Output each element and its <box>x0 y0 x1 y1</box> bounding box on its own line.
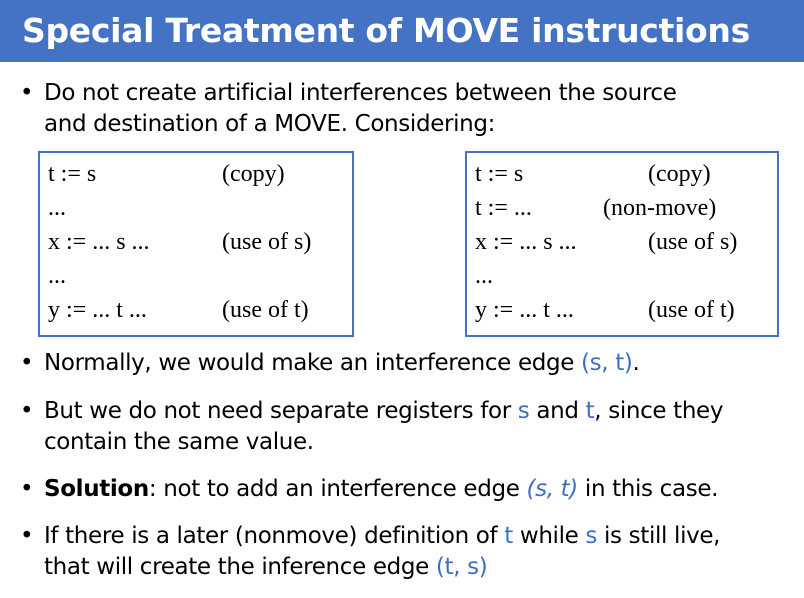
bullet-2-text: Normally, we would make an interference edge <box>44 350 582 376</box>
bullet-2 <box>20 348 800 379</box>
bullet-2-line-1 <box>44 348 800 379</box>
bullet-dot: • <box>20 523 34 549</box>
bullet-dot: • <box>20 350 34 376</box>
bullet-1 <box>20 78 800 140</box>
code-note: (use of s) <box>222 229 312 255</box>
bullet-5 <box>20 521 800 583</box>
code-note: (use of t) <box>648 297 735 323</box>
bullet-5-text-b: while <box>512 523 586 549</box>
code-note: (use of t) <box>222 297 309 323</box>
code-line: x := ... s ... <box>48 229 150 255</box>
bullet-5-text-a: If there is a later (nonmove) definition of <box>44 523 505 549</box>
code-note: (use of s) <box>648 229 738 255</box>
var-s: s <box>517 398 530 424</box>
bullet-dot: • <box>20 398 34 424</box>
code-note: (copy) <box>648 161 711 187</box>
edge-label: (s, t) <box>581 350 633 376</box>
code-line: ... <box>48 263 66 289</box>
var-t: t <box>504 523 513 549</box>
bullet-3-line-2: contain the same value. <box>44 429 314 455</box>
code-line: t := s <box>475 161 524 187</box>
bullet-5-line-2 <box>44 552 800 583</box>
code-note: (non-move) <box>603 195 717 221</box>
code-box-left <box>38 151 354 337</box>
code-line: t := s <box>48 161 97 187</box>
solution-label: Solution <box>44 476 149 502</box>
bullet-5-text-c: is still live, <box>597 523 721 549</box>
bullet-4-line-1 <box>44 474 800 505</box>
bullet-dot: • <box>20 476 34 502</box>
bullet-1-line-2: and destination of a MOVE. Considering: <box>44 111 496 137</box>
bullet-4-end: in this case. <box>577 476 719 502</box>
bullet-dot: • <box>20 80 34 106</box>
bullet-5-text-d: that will create the inference edge <box>44 554 436 580</box>
bullet-3-text-b: and <box>529 398 586 424</box>
bullet-4-text: : not to add an interference edge <box>148 476 527 502</box>
code-line: y := ... t ... <box>48 297 147 323</box>
bullet-3-text-c: , since they <box>594 398 724 424</box>
var-s: s <box>585 523 598 549</box>
code-line: ... <box>48 195 66 221</box>
bullet-4 <box>20 474 800 505</box>
code-line: y := ... t ... <box>475 297 574 323</box>
var-t: t <box>585 398 595 424</box>
code-line: x := ... s ... <box>475 229 577 255</box>
edge-label: (t, s) <box>435 554 488 580</box>
bullet-2-end: . <box>632 350 640 376</box>
code-note: (copy) <box>222 161 285 187</box>
slide-title: Special Treatment of MOVE instructions <box>22 11 750 50</box>
bullet-3 <box>20 396 800 458</box>
bullet-3-line-1 <box>44 396 800 427</box>
code-line: t := ... <box>475 195 532 221</box>
edge-label: (s, t) <box>526 476 578 502</box>
bullet-3-text-a: But we do not need separate registers for <box>44 398 518 424</box>
code-box-right <box>465 151 779 337</box>
title-bar <box>0 0 804 62</box>
code-line: ... <box>475 263 493 289</box>
bullet-1-line-1: Do not create artificial interferences between the source <box>44 80 677 106</box>
bullet-5-line-1 <box>44 521 800 552</box>
